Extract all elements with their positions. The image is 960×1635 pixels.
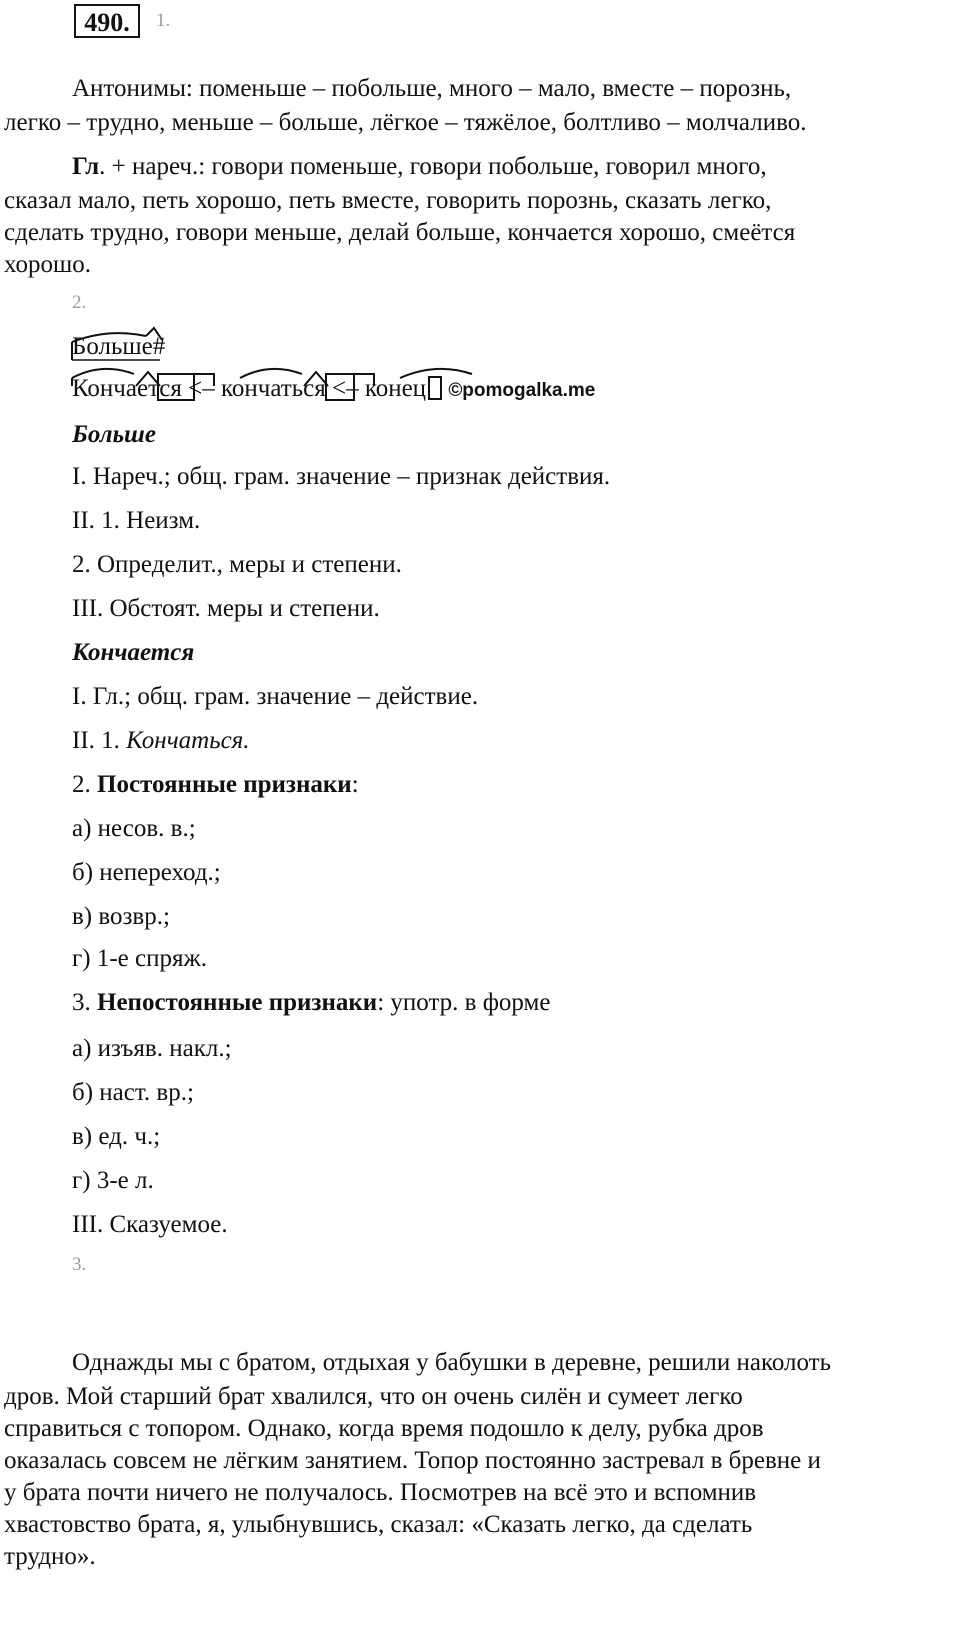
parse-konch-l3-prefix: 2. — [72, 771, 97, 798]
parse-bolshe-l1: I. Нареч.; общ. грам. значение – признак действия. — [72, 463, 611, 490]
story-line-4: оказалась совсем не лёгким занятием. Топор постоянно застревал в бревне и — [4, 1447, 821, 1474]
morpheme-konchatsya: кончаться — [221, 375, 326, 402]
parse-konch-l4-bold: Непостоянные признаки — [97, 989, 378, 1016]
story-line-3: справиться с топором. Однако, когда время подошло к делу, рубка дров — [4, 1415, 764, 1442]
parse-konch-l2-italic: Кончаться. — [126, 727, 250, 754]
phrases-line-4: хорошо. — [4, 251, 92, 278]
story-line-5: у брата почти ничего не получалось. Посмотрев на всё это и вспомнив — [4, 1479, 757, 1506]
parse-konch-l2-prefix: II. 1. — [72, 727, 127, 754]
parse-bolshe-title: Больше — [72, 421, 156, 448]
story-line-2: дров. Мой старший брат хвалился, что он очень силён и сумеет легко — [4, 1383, 743, 1410]
morpheme-arrow-2: <– — [331, 375, 359, 402]
parse-konch-l1: I. Гл.; общ. грам. значение – действие. — [72, 683, 479, 710]
parse-konch-g: в) ед. ч.; — [72, 1123, 161, 1150]
morpheme-arrow-1: <– — [188, 375, 215, 402]
story-line-7: трудно». — [4, 1543, 96, 1570]
antonyms-line-1: Антонимы: поменьше – побольше, много – мало, вместе – порознь, — [72, 75, 792, 102]
story-line-6: хвастовство брата, я, улыбнувшись, сказал: «Сказать легко, да сделать — [4, 1511, 753, 1538]
parse-konch-l3 — [72, 768, 359, 802]
morpheme-konec: конец — [364, 375, 427, 402]
morpheme-konchaetsya: Кончается — [72, 375, 182, 402]
parse-konch-d: г) 1-е спряж. — [72, 945, 207, 972]
parse-bolshe-l3: 2. Определит., меры и степени. — [72, 551, 402, 578]
parse-konch-l2 — [72, 724, 250, 758]
parse-konch-l5: III. Сказуемое. — [72, 1211, 228, 1238]
part-1-label: 1. — [156, 10, 171, 31]
parse-konch-b: б) непереход.; — [72, 859, 221, 886]
story-line-1: Однажды мы с братом, отдыхая у бабушки в деревне, решили наколоть — [72, 1349, 832, 1376]
phrases-line-1 — [72, 150, 767, 184]
parse-konch-e: а) изъяв. накл.; — [72, 1035, 232, 1062]
parse-konch-l4-suffix: : употр. в форме — [377, 989, 551, 1016]
parse-konch-l4 — [72, 986, 550, 1020]
phrases-lead: Гл — [72, 153, 100, 180]
parse-konch-l4-prefix: 3. — [72, 989, 97, 1016]
part-3-label: 3. — [72, 1254, 87, 1275]
task-number: 490. — [74, 4, 140, 38]
phrases-line-1-text: . + нареч.: говори поменьше, говори побольше, говорил много, — [99, 153, 767, 180]
watermark-logo: ©pomogalka.me — [448, 380, 596, 401]
parse-konch-l3-bold: Постоянные признаки — [97, 771, 352, 798]
part-2-label: 2. — [72, 292, 87, 313]
parse-bolshe-l4: III. Обстоят. меры и степени. — [72, 595, 380, 622]
morpheme-konchaetsya-marks — [68, 360, 488, 410]
phrases-line-3: сделать трудно, говори меньше, делай больше, кончается хорошо, смеётся — [4, 219, 796, 246]
phrases-line-2: сказал мало, петь хорошо, петь вместе, говорить порознь, сказать легко, — [4, 187, 772, 214]
morpheme-bolshe: Больше# — [72, 333, 166, 360]
antonyms-line-2: легко – трудно, меньше – больше, лёгкое – тяжёлое, болтливо – молчаливо. — [4, 109, 807, 136]
parse-konch-l3-suffix: : — [351, 771, 359, 798]
parse-konch-c: в) возвр.; — [72, 903, 170, 930]
parse-konch-title: Кончается — [72, 639, 195, 666]
parse-konch-h: г) 3-е л. — [72, 1167, 154, 1194]
parse-bolshe-l2: II. 1. Неизм. — [72, 507, 201, 534]
parse-konch-f: б) наст. вр.; — [72, 1079, 194, 1106]
parse-konch-a: а) несов. в.; — [72, 815, 196, 842]
